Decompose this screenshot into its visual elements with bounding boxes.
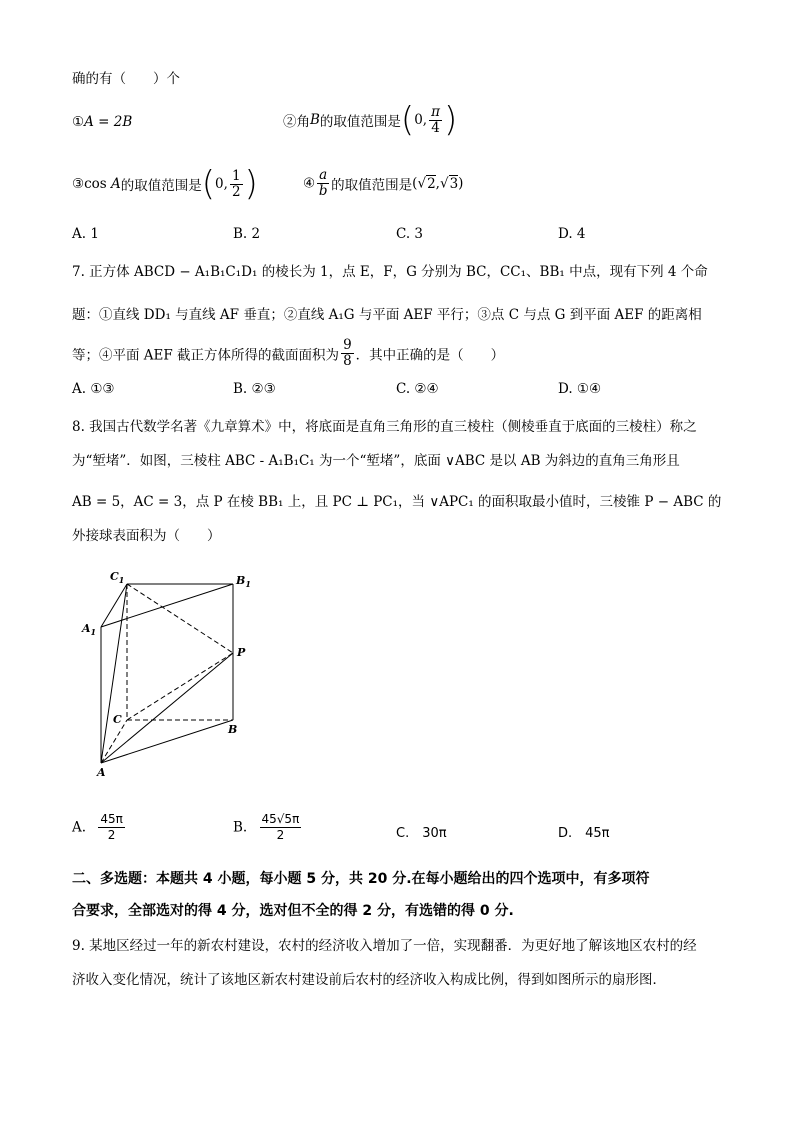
q7-option-c: C. ②④ bbox=[396, 381, 439, 397]
edge-a-p bbox=[101, 653, 233, 763]
q6-tail-text: 确的有（ ）个 bbox=[72, 71, 180, 87]
q6-option-c: C. 3 bbox=[396, 226, 424, 242]
q7-option-b: B. ②③ bbox=[233, 381, 276, 397]
edge-a-c1 bbox=[101, 584, 127, 763]
q6-option-b: B. 2 bbox=[233, 226, 261, 242]
q8-line-4: 外接球表面积为（ ） bbox=[72, 528, 221, 544]
q6-statement-3: ③cos A的取值范围是(0, $\frac{1}{2}$ ) bbox=[72, 164, 258, 204]
q8-option-c: C. 30π bbox=[396, 826, 447, 841]
q6-statement-2: ②角B的取值范围是(0, $\frac{\pi}{4}$ ) bbox=[283, 100, 458, 140]
hidden-edge-c-p bbox=[127, 653, 233, 720]
q8-option-b: B. $\frac{45√5\pi}{2}$ bbox=[233, 812, 300, 842]
q8-prism-figure bbox=[70, 560, 270, 790]
q8-line-2: 为“堑堵”．如图，三棱柱 ABC - A₁B₁C₁ 为一个“堑堵”，底面 ∨ABC 是以 AB 为斜边的直角三角形且 bbox=[72, 453, 680, 469]
section2-heading-line-1: 二、多选题：本题共 4 小题，每小题 5 分，共 20 分.在每小题给出的四个选项中，有多项符 bbox=[72, 871, 650, 887]
edge-a1-b1 bbox=[101, 584, 233, 627]
q7-option-a: A. ①③ bbox=[72, 381, 115, 397]
q6-option-a: A. 1 bbox=[72, 226, 99, 242]
edge-a-b bbox=[101, 720, 233, 763]
hidden-edge-c1-p bbox=[127, 584, 233, 653]
hidden-edge-a-c bbox=[101, 720, 127, 763]
label-b: B bbox=[228, 723, 238, 736]
q7-option-d: D. ①④ bbox=[558, 381, 602, 397]
q6-statement-4: ④ $\frac{a}{b}$ 的取值范围是(√2,√3) bbox=[303, 167, 464, 199]
label-p: P bbox=[237, 646, 246, 659]
q6-option-d: D. 4 bbox=[558, 226, 586, 242]
label-a1: $A_1$ bbox=[82, 622, 97, 637]
q9-line-2: 济收入变化情况，统计了该地区新农村建设前后农村的经济收入构成比例，得到如图所示的扇形图． bbox=[72, 972, 666, 988]
label-c: C bbox=[113, 713, 122, 726]
q7-line-1: 7. 正方体 ABCD − A₁B₁C₁D₁ 的棱长为 1，点 E，F，G 分别为 BC，CC₁、BB₁ 中点，现有下列 4 个命 bbox=[72, 264, 708, 280]
q9-line-1: 9. 某地区经过一年的新农村建设，农村的经济收入增加了一倍，实现翻番．为更好地了解该地区农村的经 bbox=[72, 938, 697, 954]
q8-line-1: 8. 我国古代数学名著《九章算术》中，将底面是直角三角形的直三棱柱（侧棱垂直于底面的三棱柱）称之 bbox=[72, 419, 697, 435]
q8-option-a: A. $\frac{45\pi}{2}$ bbox=[72, 812, 123, 842]
section2-heading-line-2: 合要求，全部选对的得 4 分，选对但不全的得 2 分，有选错的得 0 分. bbox=[72, 903, 514, 919]
edge-c1-a1 bbox=[101, 584, 127, 627]
q7-line-2: 题：①直线 DD₁ 与直线 AF 垂直；②直线 A₁G 与平面 AEF 平行；③点 C 与点 G 到平面 AEF 的距离相 bbox=[72, 307, 702, 323]
label-a: A bbox=[97, 766, 106, 779]
q8-option-d: D. 45π bbox=[558, 826, 610, 841]
q6-statement-1: ①A = 2B bbox=[72, 114, 133, 130]
label-b1: $B_1$ bbox=[236, 574, 251, 589]
q8-line-3: AB = 5，AC = 3，点 P 在棱 BB₁ 上，且 PC ⊥ PC₁，当 ∨APC₁ 的面积取最小值时，三棱锥 P − ABC 的 bbox=[72, 494, 722, 510]
q7-line-3: 等；④平面 AEF 截正方体所得的截面面积为 $\frac{9}{8}$ ．其中正确的是（ ） bbox=[72, 337, 505, 369]
label-c1: $C_1$ bbox=[110, 570, 125, 585]
